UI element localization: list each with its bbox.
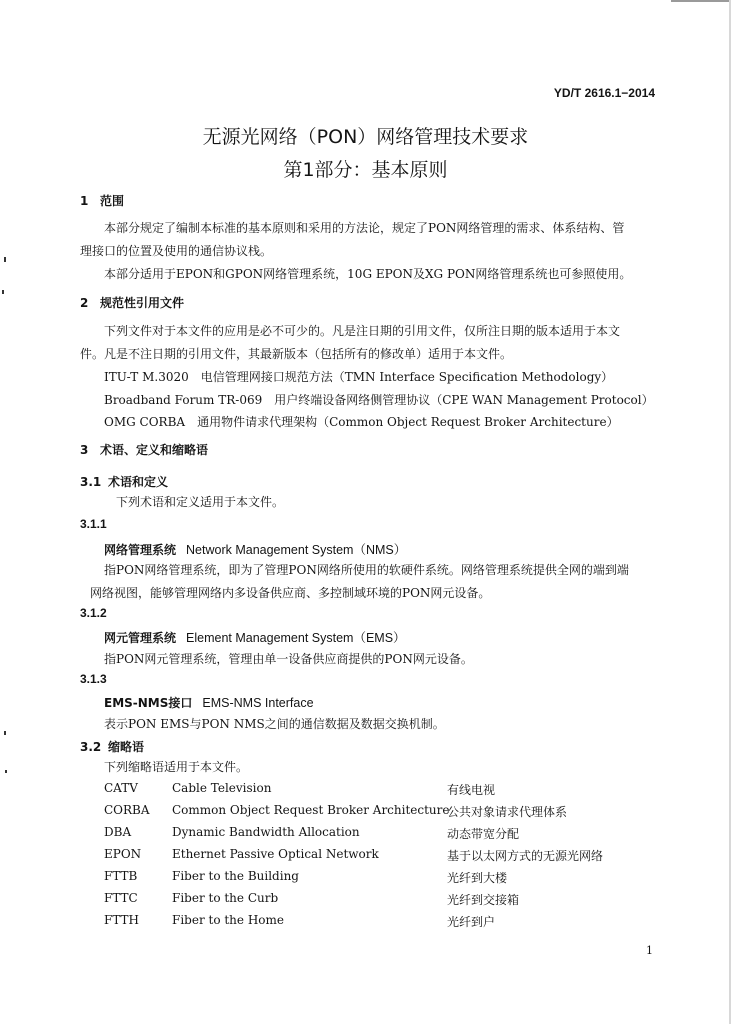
section-title: 范围 bbox=[100, 194, 125, 208]
section-title: 规范性引用文件 bbox=[100, 296, 185, 310]
scan-speck bbox=[4, 257, 6, 262]
subsection-number: 3.2 bbox=[80, 740, 102, 754]
abbreviation-chinese: 动态带宽分配 bbox=[447, 827, 520, 841]
subsection-title: 术语和定义 bbox=[108, 475, 169, 489]
abbreviation-code: CORBA bbox=[104, 803, 150, 817]
abbreviation-chinese: 光纤到交接箱 bbox=[447, 893, 520, 907]
abbreviation-code: CATV bbox=[104, 781, 138, 795]
paragraph-line: 下列术语和定义适用于本文件。 bbox=[116, 495, 285, 509]
section-heading-terms bbox=[80, 441, 208, 458]
abbreviation-english: Dynamic Bandwidth Allocation bbox=[172, 825, 360, 839]
abbreviation-code: EPON bbox=[104, 847, 142, 861]
section-number: 3 bbox=[80, 443, 89, 457]
paragraph-line: 本部分适用于EPON和GPON网络管理系统，10G EPON及XG PON网络管理系统也可参照使用。 bbox=[104, 267, 632, 281]
definition-line: 表示PON EMS与PON NMS之间的通信数据及数据交换机制。 bbox=[104, 717, 445, 731]
abbreviation-chinese: 有线电视 bbox=[447, 783, 496, 797]
term-chinese: 网元管理系统 bbox=[104, 631, 177, 645]
paragraph-line: 下列缩略语适用于本文件。 bbox=[104, 760, 249, 774]
abbreviation-code: FTTH bbox=[104, 913, 140, 927]
subsection-heading-terms-definitions bbox=[80, 473, 168, 490]
document-subtitle: 第1部分：基本原则 bbox=[283, 159, 448, 181]
abbreviation-english: Cable Television bbox=[172, 781, 272, 795]
abbreviation-code: FTTB bbox=[104, 869, 138, 883]
section-number: 2 bbox=[80, 296, 89, 310]
term-entry bbox=[104, 628, 406, 646]
clause-number: 3.1.2 bbox=[80, 606, 107, 620]
abbreviation-english: Fiber to the Home bbox=[172, 913, 284, 927]
section-title: 术语、定义和缩略语 bbox=[100, 443, 209, 457]
subsection-number: 3.1 bbox=[80, 475, 102, 489]
definition-line: 指PON网元管理系统，管理由单一设备供应商提供的PON网元设备。 bbox=[104, 652, 473, 666]
term-english: Network Management System（NMS） bbox=[186, 543, 407, 557]
reference-item: OMG CORBA 通用物件请求代理架构（Common Object Request Broker Architecture） bbox=[104, 415, 619, 429]
document-code: YD/T 2616.1−2014 bbox=[553, 86, 655, 100]
paragraph-line: 下列文件对于本文件的应用是必不可少的。凡是注日期的引用文件，仅所注日期的版本适用于本文 bbox=[104, 324, 621, 338]
abbreviation-chinese: 公共对象请求代理体系 bbox=[447, 805, 568, 819]
abbreviation-chinese: 基于以太网方式的无源光网络 bbox=[447, 849, 604, 863]
reference-item: ITU-T M.3020 电信管理网接口规范方法（TMN Interface Specification Methodology） bbox=[104, 370, 614, 384]
term-chinese: 网络管理系统 bbox=[104, 543, 177, 557]
scan-speck bbox=[4, 731, 6, 735]
scan-artifact-line bbox=[671, 0, 731, 2]
paragraph-line: 件。凡是不注日期的引用文件，其最新版本（包括所有的修改单）适用于本文件。 bbox=[80, 347, 513, 361]
subsection-title: 缩略语 bbox=[108, 740, 145, 754]
paragraph-line: 本部分规定了编制本标准的基本原则和采用的方法论，规定了PON网络管理的需求、体系结构、管 bbox=[104, 221, 625, 235]
reference-item: Broadband Forum TR-069 用户终端设备网络侧管理协议（CPE WAN Management Protocol） bbox=[104, 393, 654, 407]
clause-number: 3.1.3 bbox=[80, 672, 107, 686]
scan-speck bbox=[5, 770, 7, 773]
abbreviation-code: DBA bbox=[104, 825, 132, 839]
section-number: 1 bbox=[80, 194, 89, 208]
definition-line: 指PON网络管理系统，即为了管理PON网络所使用的软硬件系统。网络管理系统提供全网的端到端 bbox=[104, 563, 629, 577]
clause-number: 3.1.1 bbox=[80, 517, 107, 531]
scan-speck bbox=[2, 290, 4, 294]
page-number: 1 bbox=[646, 944, 653, 957]
abbreviation-code: FTTC bbox=[104, 891, 138, 905]
paragraph-line: 理接口的位置及使用的通信协议栈。 bbox=[80, 244, 273, 258]
abbreviation-english: Fiber to the Curb bbox=[172, 891, 279, 905]
abbreviation-english: Fiber to the Building bbox=[172, 869, 299, 883]
term-english: Element Management System（EMS） bbox=[186, 631, 406, 645]
abbreviation-english: Ethernet Passive Optical Network bbox=[172, 847, 379, 861]
document-title: 无源光网络（PON）网络管理技术要求 bbox=[202, 126, 529, 148]
section-heading-scope bbox=[80, 192, 124, 209]
subsection-heading-abbreviations bbox=[80, 738, 144, 755]
term-chinese: EMS-NMS接口 bbox=[104, 696, 193, 710]
definition-line: 网络视图，能够管理网络内多设备供应商、多控制域环境的PON网元设备。 bbox=[90, 586, 491, 600]
abbreviation-chinese: 光纤到大楼 bbox=[447, 871, 508, 885]
term-entry bbox=[104, 540, 406, 558]
section-heading-normative-references bbox=[80, 294, 184, 311]
term-english: EMS-NMS Interface bbox=[202, 696, 314, 710]
abbreviation-chinese: 光纤到户 bbox=[447, 915, 496, 929]
term-entry bbox=[104, 694, 314, 711]
abbreviation-english: Common Object Request Broker Architecture bbox=[172, 803, 450, 817]
